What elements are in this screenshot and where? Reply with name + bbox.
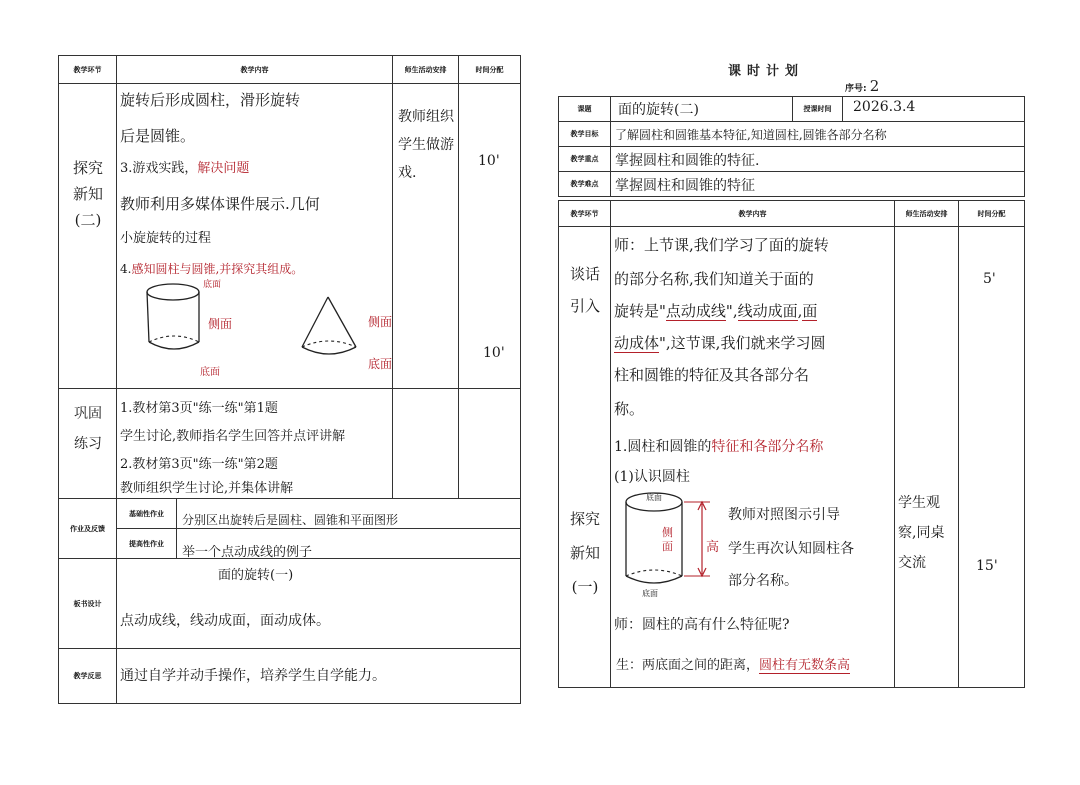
r-header-time: 时间分配 [959, 201, 1025, 227]
r-header-content: 教学内容 [611, 201, 895, 227]
task-line [120, 260, 303, 277]
cylinder-top-label: 底面 [203, 280, 222, 290]
r-cylinder-height-label: 高 [706, 540, 720, 555]
cone-bottom-label: 底面 [368, 357, 393, 371]
r-teacher-line-1: 教师对照图示引导 [728, 507, 840, 523]
goal-label: 教学目标 [559, 122, 611, 147]
r-cylinder-bottom-front [626, 576, 682, 583]
r-explore-sub: (1)认识圆柱 [614, 469, 690, 485]
cylinder-bottom-back [149, 336, 199, 342]
cone-side-label: 侧面 [368, 315, 393, 329]
r-answer-red: 圆柱有无数条高 [759, 658, 851, 673]
key-text: 掌握圆柱和圆锥的特征. [615, 153, 760, 169]
r-explore-heading-prefix: 1.圆柱和圆锥的 [614, 439, 712, 455]
cone-sketch [298, 295, 378, 375]
intro-line-1: 师：上节课,我们学习了面的旋转 [614, 236, 829, 254]
explore-time-1: 10' [478, 153, 500, 169]
r-teacher-line-3: 部分名称。 [728, 573, 798, 589]
intro-l4-u: 动成体 [614, 334, 660, 352]
difficulty-label: 教学难点 [559, 172, 611, 197]
intro-l3-u1: 点动成线 [665, 302, 726, 320]
intro-segment-text: 谈话引入 [569, 265, 600, 315]
task-prefix: 4. [120, 262, 132, 276]
header-content: 教学内容 [117, 56, 393, 84]
basic-homework-text: 分别区出旋转后是圆柱、圆锥和平面图形 [182, 513, 399, 527]
r-activity-cell [895, 227, 959, 688]
explore-segment-cell [59, 84, 117, 389]
homework-label: 作业及反馈 [59, 499, 117, 559]
date-label: 授课时间 [793, 97, 843, 122]
r-cylinder-bottom-back [626, 570, 682, 576]
intro-line-2: 的部分名称,我们知道关于面的 [614, 270, 814, 288]
practice-line-3: 2.教材第3页"练一练"第2题 [120, 457, 278, 472]
r-explore-heading-red: 特征和各部分名称 [711, 439, 824, 455]
intro-l4-b: ",这节课,我们就来学习圆 [659, 334, 826, 352]
practice-segment-text: 巩固练习 [74, 406, 102, 452]
r-cylinder-bottom-label: 底面 [642, 589, 658, 598]
game-line [120, 157, 249, 176]
r-time-cell [959, 227, 1025, 688]
intro-l3-b: ", [725, 302, 738, 320]
r-teacher-line-2: 学生再次认知圆柱各 [728, 541, 854, 557]
intro-line-3 [614, 300, 817, 321]
intro-line-4 [614, 332, 825, 353]
board-label: 板书设计 [59, 559, 117, 649]
explore-segment-text: 探究新知(二) [72, 159, 103, 229]
board-text: 点动成线，线动成面，面动成体。 [120, 613, 330, 629]
cone-right-edge [328, 297, 356, 347]
header-activity: 师生活动安排 [393, 56, 459, 84]
basic-homework-label: 基础性作业 [117, 499, 177, 529]
key-label: 教学重点 [559, 147, 611, 172]
practice-line-1: 1.教材第3页"练一练"第1题 [120, 401, 278, 416]
r-explore-segment-text: 探究新知(一) [569, 510, 600, 596]
r-header-segment: 教学环节 [559, 201, 611, 227]
r-explore-activity: 学生观察,同桌交流 [898, 495, 945, 571]
serial-label: 序号: [845, 84, 867, 94]
cylinder-top [147, 284, 199, 300]
intro-line-6: 称。 [614, 400, 645, 418]
teacher-line-2: 小旋旋转的过程 [120, 231, 212, 246]
topic-text: 面的旋转(二) [618, 102, 699, 118]
date-text: 2026.3.4 [853, 99, 916, 115]
intro-time: 5' [983, 271, 996, 287]
goal-text: 了解圆柱和圆锥基本特征,知道圆柱,圆锥各部分名称 [615, 128, 887, 142]
reflection-label: 教学反思 [59, 649, 117, 704]
task-red: 感知圆柱与圆锥,并探究其组成。 [131, 262, 304, 276]
r-explore-heading [614, 436, 823, 456]
difficulty-text: 掌握圆柱和圆锥的特征 [615, 178, 755, 194]
explore-line-1: 旋转后形成圆柱，滑形旋转 [120, 91, 301, 109]
cylinder-bottom-label: 底面 [200, 367, 220, 378]
topic-label: 课题 [559, 97, 611, 122]
explore-line-2: 后是圆锥。 [120, 127, 196, 145]
intro-l3-c: , [797, 302, 803, 320]
intro-l3-u3: 面 [802, 302, 818, 320]
header-time: 时间分配 [459, 56, 521, 84]
game-red: 解决问题 [197, 161, 250, 176]
practice-line-2: 学生讨论,教师指名学生回答并点评讲解 [120, 429, 346, 444]
r-answer-prefix: 生：两底面之间的距离， [616, 658, 760, 673]
advanced-homework-label: 提高性作业 [117, 529, 177, 559]
r-cylinder-side-label: 侧面 [662, 526, 673, 553]
board-cell [117, 559, 521, 649]
explore-time-cell [459, 84, 521, 389]
intro-line-5: 柱和圆锥的特征及其各部分名 [614, 366, 810, 384]
teacher-line-1: 教师利用多媒体课件展示.几何 [120, 195, 320, 213]
practice-line-4: 教师组织学生讨论,并集体讲解 [120, 481, 294, 496]
board-title: 面的旋转(一) [218, 568, 294, 583]
practice-time-cell [459, 389, 521, 499]
header-segment: 教学环节 [59, 56, 117, 84]
serial-value: 2 [869, 77, 880, 95]
explore-activity-text: 教师组织学生做游戏. [398, 109, 454, 181]
cylinder-side-label: 侧面 [208, 317, 233, 331]
r-question-line: 师：圆柱的高有什么特征呢? [614, 617, 790, 633]
r-header-activity: 师生活动安排 [895, 201, 959, 227]
advanced-homework-text: 举一个点动成线的例子 [182, 545, 313, 560]
right-lesson-page [558, 96, 1024, 688]
intro-l3-a: 旋转是" [614, 302, 666, 320]
explore-time-2: 10' [483, 345, 505, 361]
serial-number [845, 77, 879, 95]
cylinder-left-edge [147, 292, 149, 342]
left-lesson-page [58, 55, 520, 703]
cone-base-back [302, 341, 356, 347]
practice-activity-cell [393, 389, 459, 499]
cylinder-bottom-front [149, 342, 199, 349]
page-title: 课时计划 [728, 64, 805, 79]
r-answer-line [616, 654, 850, 673]
r-explore-time: 15' [976, 558, 998, 574]
reflection-text: 通过自学并动手操作，培养学生自学能力。 [120, 668, 386, 684]
game-prefix: 3.游戏实践， [120, 161, 198, 176]
intro-l3-u2: 线动成面 [737, 302, 798, 320]
cone-left-edge [302, 297, 328, 347]
r-cylinder-top-label: 底面 [646, 493, 662, 502]
cone-base-front [302, 347, 356, 354]
